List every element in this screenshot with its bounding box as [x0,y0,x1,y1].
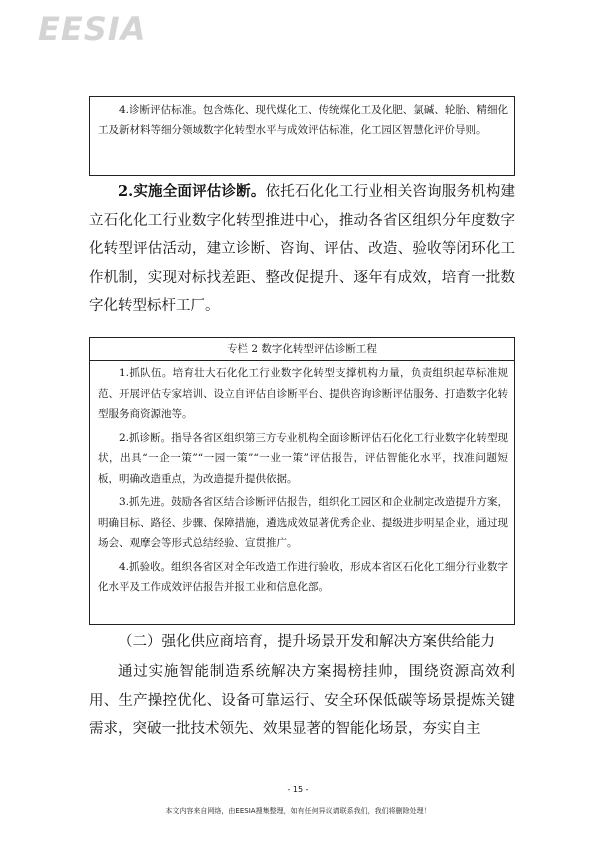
evaluation-standards-box [89,96,515,176]
column-2-item: 1.抓队伍。培育壮大石化化工行业数字化转型支撑机构力量，负责组织起草标准规范、开展评估专家培训、设立自评估自诊断平台、提供咨询诊断评估服务、打造数字化转型服务商资源池等。 [98,367,508,420]
section-2-heading: 2.实施全面评估诊断。 [118,183,266,200]
column-2-content [90,361,514,598]
eesia-logo: EESIA [38,10,147,48]
column-2-title: 专栏 2 数字化转型评估诊断工程 [90,338,514,361]
section-2-paragraph [89,178,515,321]
section-3-paragraph: 通过实施智能制造系统解决方案揭榜挂帅，围绕资源高效利用、生产操控优化、设备可靠运行、安全环保低碳等场景提炼关键需求，突破一批技术领先、效果显著的智能化场景，夯实自主 [89,664,515,737]
section-2-text: 依托石化化工行业相关咨询服务机构建立石化化工行业数字化转型推进中心，推动各省区组织分年度数字化转型评估活动，建立诊断、咨询、评估、改造、验收等闭环化工作机制，实现对标找差距、整改促提升、逐年有成效，培育一批数字化转型标杆工厂。 [89,184,516,314]
column-2-box [89,337,515,625]
footer-notice: 本文内容来自网络，由EESIA搜集整理，如有任何异议请联系我们，我们将删除处理！ [165,807,431,815]
standards-item: 4.诊断评估标准。包含炼化、现代煤化工、传统煤化工及化肥、氯碱、轮胎、精细化工及新材料等细分领域数字化转型水平与成效评估标准，化工园区智慧化评价导则。 [98,104,508,136]
section-3-heading: （二）强化供应商培育，提升场景开发和解决方案供给能力 [118,634,495,650]
column-2-item: 2.抓诊断。指导各省区组织第三方专业机构全面诊断评估石化化工行业数字化转型现状，出具“一企一策”“一园一策”“一业一策”评估报告，评估智能化水平，找准问题短板，明确改造重点，为改造提升提供依据。 [98,431,508,485]
column-2-item: 4.抓验收。组织各省区对全年改造工作进行验收，形成本省区石化化工细分行业数字化水平及工作成效评估报告并报工业和信息化部。 [98,560,508,593]
column-2-item: 3.抓先进。鼓励各省区结合诊断评估报告，组织化工园区和企业制定改造提升方案，明确目标、路径、步骤、保障措施，遴选成效显著优秀企业、提级进步明星企业，通过现场会、观摩会等形式总结经验、宣贯推广。 [98,496,508,549]
page-number: - 15 - [287,785,309,794]
